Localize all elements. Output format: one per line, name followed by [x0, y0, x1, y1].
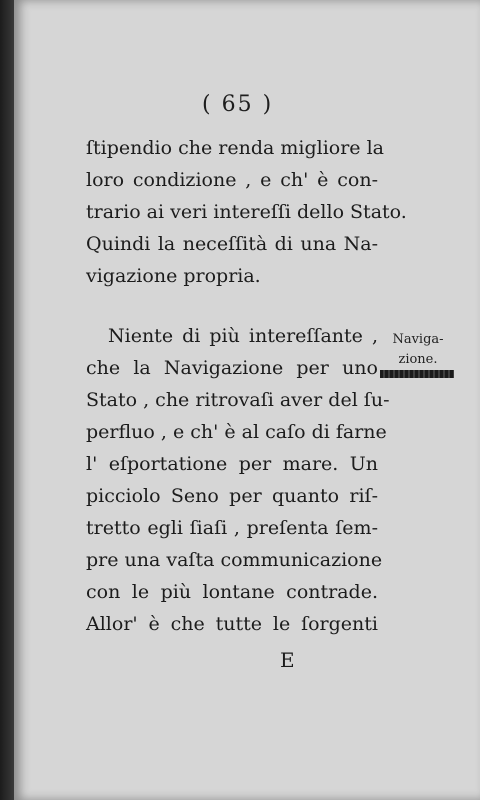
text-line: ſtipendio che renda migliore la [86, 137, 384, 159]
text-line: loro condizione , e ch' è con- [86, 169, 378, 191]
book-page [14, 0, 480, 800]
text-line: Niente di più intereſſante , [108, 325, 378, 347]
text-line: trario ai veri intereſſi dello Stato. [86, 201, 407, 223]
text-line: pre una vaſta communicazione [86, 549, 383, 571]
text-line: vigazione propria. [86, 265, 261, 287]
text-line: Stato , che ritrovaſi aver del ſu- [86, 389, 390, 411]
text-line: tretto egli ſiaſi , preſenta ſem- [86, 517, 378, 539]
catchword-signature: E [280, 648, 295, 672]
page-number: ( 65 ) [202, 92, 274, 117]
text-line: che la Navigazione per uno [86, 357, 378, 379]
text-line: perfluo , e ch' è al caſo di farne [86, 421, 387, 443]
margin-note [380, 330, 456, 370]
margin-note-line: zione. [398, 352, 438, 367]
text-line: con le più lontane contrade. [86, 581, 378, 603]
text-line: l' eſportatione per mare. Un [86, 453, 378, 475]
text-line: picciolo Seno per quanto riſ- [86, 485, 378, 507]
margin-rule [380, 370, 454, 378]
text-line: Allor' è che tutte le ſorgenti [86, 613, 378, 635]
margin-note-line: Naviga- [392, 332, 444, 347]
text-line: Quindi la neceſſità di una Na- [86, 233, 378, 255]
book-gutter-edge [0, 0, 14, 800]
